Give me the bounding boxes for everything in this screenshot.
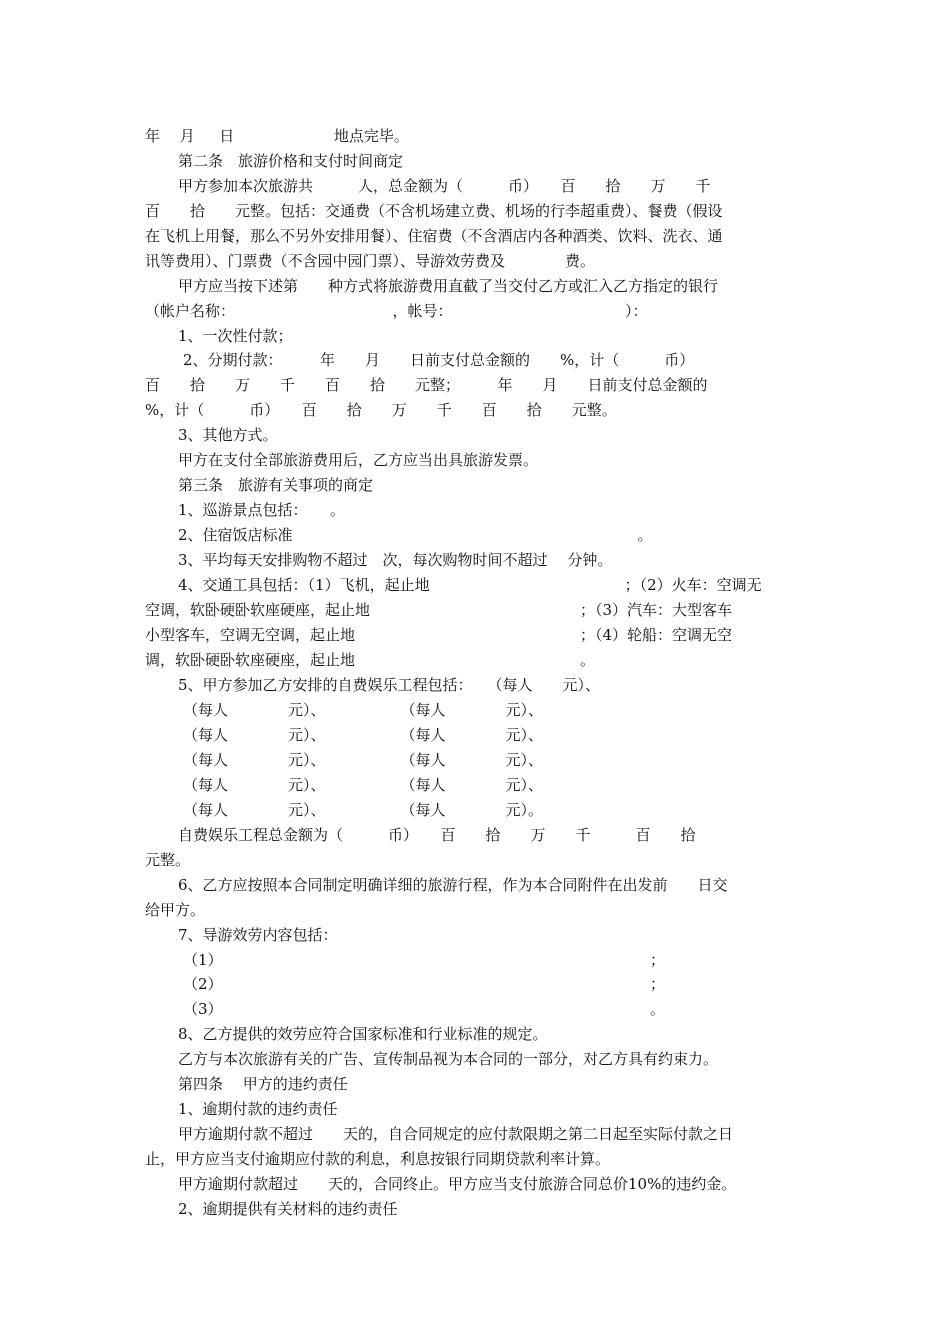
text-line: 空调，软卧硬卧软座硬座，起止地 ；（3）汽车：大型客车 (145, 601, 733, 619)
text-line: （每人 元）、 （每人 元）、 (183, 751, 544, 769)
text-line: 甲方逾期付款超过 天的，合同终止。甲方应当支付旅游合同总价10%的违约金。 (178, 1175, 737, 1193)
article-heading: 第四条 甲方的违约责任 (178, 1075, 348, 1093)
text-line: 调，软卧硬卧软座硬座，起止地 。 (145, 651, 596, 669)
text-line: 1、一次性付款； (178, 327, 293, 345)
text-line: 元整。 (145, 851, 191, 869)
text-line: 甲方在支付全部旅游费用后，乙方应当出具旅游发票。 (178, 451, 539, 469)
text-line: 2、住宿饭店标准 。 (178, 526, 653, 544)
text-line: 3、其他方式。 (178, 426, 278, 444)
text-line: 5、甲方参加乙方安排的自费娱乐工程包括： （每人 元）、 (178, 676, 601, 694)
text-line: （每人 元）、 （每人 元）、 (183, 776, 544, 794)
text-line: 百 拾 元整。包括：交通费（不含机场建立费、机场的行李超重费）、餐费（假设 (145, 202, 723, 220)
text-line: 2、逾期提供有关材料的违约责任 (178, 1200, 398, 1218)
text-line: 在飞机上用餐，那么不另外安排用餐）、住宿费（不含酒店内各种酒类、饮料、洗衣、通 (145, 227, 723, 245)
text-line: 1、逾期付款的违约责任 (178, 1100, 338, 1118)
text-line: 3、平均每天安排购物不超过 次，每次购物时间不超过 分钟。 (178, 551, 613, 569)
text-line: 给甲方。 (145, 901, 206, 919)
text-line: 年 月 日 地点完毕。 (145, 127, 409, 145)
text-line: 甲方逾期付款不超过 天的，自合同规定的应付款限期之第二日起至实际付款之日 (178, 1125, 734, 1143)
text-line: 7、导游效劳内容包括： (178, 926, 338, 944)
text-line: （每人 元）、 （每人 元）、 (183, 726, 544, 744)
text-line: 2、分期付款： 年 月 日前支付总金额的 %，计（ 币） (183, 351, 695, 369)
text-line: 讯等费用）、门票费（不含园中园门票）、导游效劳费及 费。 (145, 252, 596, 270)
text-line: %，计（ 币） 百 拾 万 千 百 拾 元整。 (145, 401, 617, 419)
text-line: 4、交通工具包括：（1）飞机，起止地 ；（2）火车：空调无 (178, 576, 762, 594)
text-line: 6、乙方应按照本合同制定明确详细的旅游行程，作为本合同附件在出发前 日交 (178, 876, 728, 894)
text-line: 小型客车，空调无空调，起止地 ；（4）轮船：空调无空 (145, 626, 733, 644)
text-line: （2） ； (183, 975, 666, 993)
article-heading: 第二条 旅游价格和支付时间商定 (178, 152, 404, 170)
text-line: 乙方与本次旅游有关的广告、宣传制品视为本合同的一部分，对乙方具有约束力。 (178, 1050, 719, 1068)
text-line: 甲方参加本次旅游共 人，总金额为（ 币） 百 拾 万 千 (178, 177, 711, 195)
article-heading: 第三条 旅游有关事项的商定 (178, 476, 374, 494)
text-line: （3） 。 (183, 1000, 666, 1018)
text-line: （每人 元）、 （每人 元）。 (183, 801, 544, 819)
text-line: 1、巡游景点包括： 。 (178, 501, 346, 519)
text-line: （帐户名称： ，帐号： ）： (145, 302, 648, 320)
text-line: 百 拾 万 千 百 拾 元整； 年 月 日前支付总金额的 (145, 376, 708, 394)
text-line: （每人 元）、 （每人 元）、 (183, 701, 544, 719)
text-line: 自费娱乐工程总金额为（ 币） 百 拾 万 千 百 拾 (178, 826, 696, 844)
text-line: 止，甲方应当支付逾期应付款的利息，利息按银行同期贷款利率计算。 (145, 1150, 611, 1168)
text-line: 甲方应当按下述第 种方式将旅游费用直截了当交付乙方或汇入乙方指定的银行 (178, 277, 719, 295)
text-line: 8、乙方提供的效劳应符合国家标准和行业标准的规定。 (178, 1025, 548, 1043)
text-line: （1） ； (183, 951, 666, 969)
